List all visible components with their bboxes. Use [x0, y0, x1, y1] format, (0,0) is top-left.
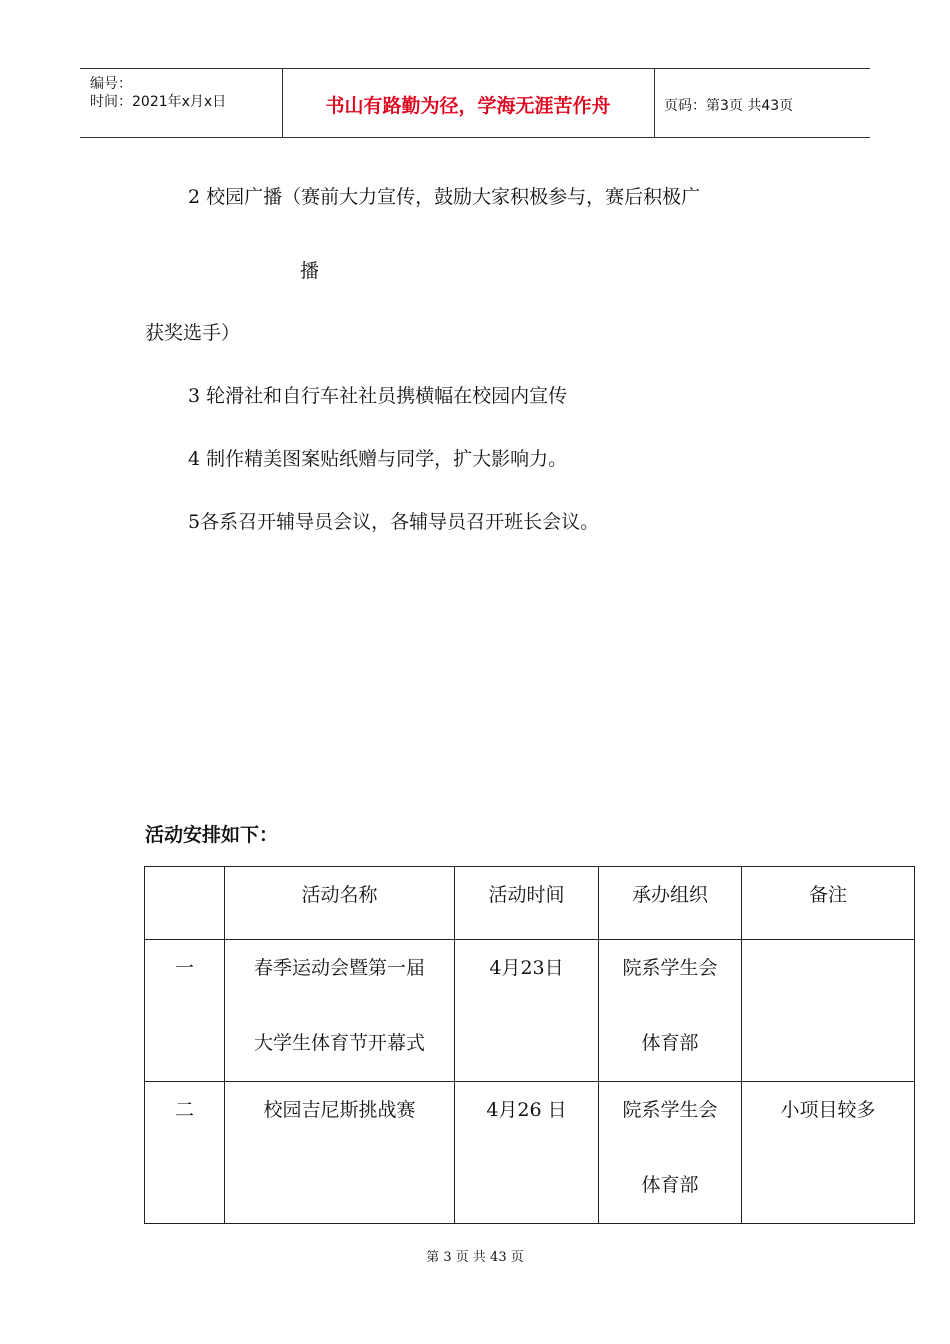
row-no: 二 [145, 1082, 225, 1224]
paragraph-line-2-wrap: 播 [300, 260, 320, 282]
schedule-title: 活动安排如下： [145, 824, 279, 846]
schedule-table [144, 866, 915, 1224]
paragraph-line-4: 4 制作精美图案贴纸赠与同学，扩大影响力。 [188, 448, 568, 470]
date-label: 时间：2021年x月x日 [90, 94, 227, 110]
row-name: 校园吉尼斯挑战赛 [225, 1082, 455, 1224]
motto: 书山有路勤为径，学海无涯苦作舟 [325, 95, 611, 117]
row-time: 4月26 日 [455, 1082, 599, 1224]
header-meta-cell [80, 69, 283, 137]
header-page-cell [654, 69, 870, 137]
header-cell-no [145, 867, 225, 940]
header-cell-time: 活动时间 [455, 867, 599, 940]
table-row [145, 1082, 915, 1224]
paragraph-line-2: 2 校园广播（赛前大力宣传，鼓励大家积极参与，赛后积极广 [188, 186, 701, 208]
row-org: 院系学生会 体育部 [599, 1082, 742, 1224]
table-header-row [145, 867, 915, 940]
header-motto-cell [282, 69, 655, 137]
row-name: 春季运动会暨第一届 大学生体育节开幕式 [225, 940, 455, 1082]
page-header [80, 68, 870, 138]
row-note: 小项目较多 [742, 1082, 915, 1224]
code-label: 编号： [90, 76, 132, 92]
paragraph-line-3: 3 轮滑社和自行车社社员携横幅在校园内宣传 [188, 385, 568, 407]
header-cell-org: 承办组织 [599, 867, 742, 940]
table-row [145, 940, 915, 1082]
header-cell-note: 备注 [742, 867, 915, 940]
paragraph-line-5: 5各系召开辅导员会议，各辅导员召开班长会议。 [188, 511, 600, 533]
page-label: 页码：第3页 共43页 [664, 98, 794, 114]
row-time: 4月23日 [455, 940, 599, 1082]
row-no: 一 [145, 940, 225, 1082]
header-cell-name: 活动名称 [225, 867, 455, 940]
row-note [742, 940, 915, 1082]
page-footer: 第 3 页 共 43 页 [426, 1250, 524, 1265]
paragraph-line-2-cont: 获奖选手） [145, 322, 241, 344]
row-org: 院系学生会 体育部 [599, 940, 742, 1082]
